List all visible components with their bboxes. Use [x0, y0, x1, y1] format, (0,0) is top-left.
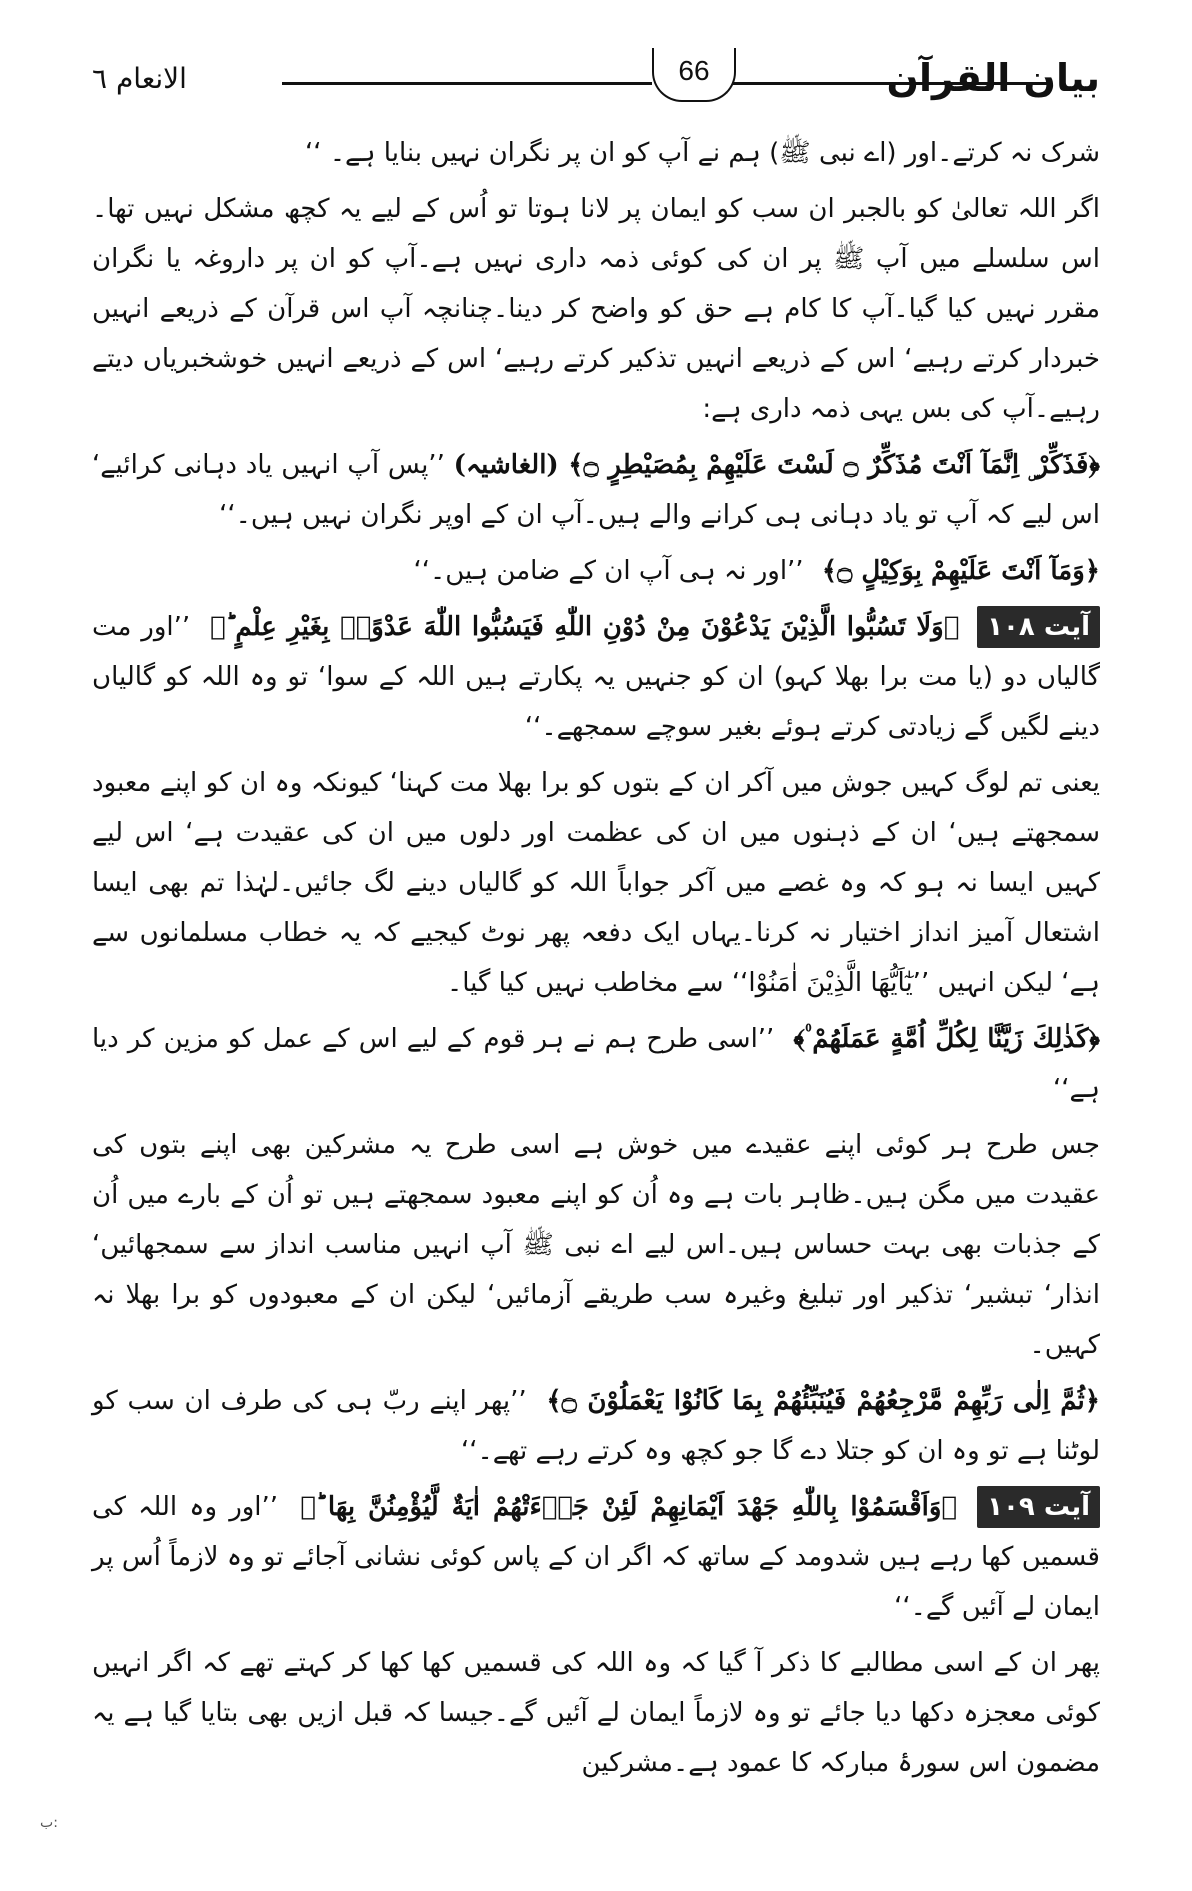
paragraph — [92, 546, 1100, 596]
paragraph: جس طرح ہر کوئی اپنے عقیدے میں خوش ہے اسی طرح یہ مشرکین بھی اپنے بتوں کی عقیدت میں مگن ہیں۔ظاہر بات ہے وہ اُن کو اپنے معبود سمجھتے ہیں تو اُن کے بارے میں اُن کے جذبات بھی بہت حساس ہیں۔اس لیے اے نبی ﷺ آپ انہیں مناسب انداز سے سمجھائیں‘ انذار‘ تبشیر‘ تذکیر اور تبلیغ وغیرہ سب طریقے آزمائیں‘ لیکن ان کے معبودوں کو برا بھلا نہ کہیں۔ — [92, 1130, 1100, 1360]
quran-verse: ﴿وَمَآ اَنْتَ عَلَيْهِمْ بِوَكِيْلٍ ۝﴾ — [821, 556, 1100, 586]
paragraph — [92, 1482, 1100, 1632]
translation: ’’اور وہ اللہ کی قسمیں کھا رہے ہیں شدومد کے ساتھ کہ اگر ان کے پاس کوئی نشانی آجائے تو وہ لازماً اُس پر ایمان لے آئیں گے۔‘‘ — [92, 1492, 1100, 1622]
quran-verse: ﴿وَاَقْسَمُوْا بِاللّٰهِ جَهْدَ اَيْمَانِهِمْ لَئِنْ جَاۗءَتْهُمْ اٰيَةٌ لَّيُؤْمِنُنَّ بِهَا ؕ﴾ — [300, 1492, 958, 1522]
paragraph — [92, 1376, 1100, 1476]
page-number: 66 — [652, 48, 736, 102]
page-body — [92, 128, 1100, 1788]
translation: ’’اور مت گالیاں دو (یا مت برا بھلا کہو) ان کو جنہیں یہ پکارتے ہیں اللہ کے سوا‘ تو وہ اللہ کو گالیاں دینے لگیں گے زیادتی کرتے ہوئے بغیر سوچے سمجھے۔‘‘ — [92, 612, 1100, 742]
corner-mark: ب: — [40, 1815, 58, 1831]
quran-verse: ﴿كَذٰلِكَ زَيَّنَّا لِكُلِّ اُمَّةٍ عَمَلَهُمْ ۠﴾ — [793, 1024, 1100, 1054]
paragraph — [92, 1014, 1100, 1114]
book-title: بیان القرآن — [886, 56, 1100, 100]
surah-name: الانعام ٦ — [92, 62, 187, 95]
quran-verse: ﴿فَذَكِّرْ ۣ اِنَّمَآ اَنْتَ مُذَكِّرٌ ۝ لَسْتَ عَلَيْهِمْ بِمُصَيْطِرٍ ۝﴾ (الغاشیہ) — [453, 450, 1100, 480]
translation: ’’پھر اپنے ربّ ہی کی طرف ان سب کو لوٹنا ہے تو وہ ان کو جتلا دے گا جو کچھ وہ کرتے رہے تھے۔‘‘ — [92, 1386, 1100, 1466]
translation: ’’اسی طرح ہم نے ہر قوم کے لیے اس کے عمل کو مزین کر دیا ہے‘‘ — [92, 1024, 1100, 1104]
paragraph: پھر ان کے اسی مطالبے کا ذکر آ گیا کہ وہ اللہ کی قسمیں کھا کھا کر کہتے تھے کہ اگر انہیں کوئی معجزہ دکھا دیا جائے تو وہ لازماً ایمان لے آئیں گے۔جیسا کہ قبل ازیں بھی بتایا گیا ہے یہ مضمون اس سورۂ مبارکہ کا عمود ہے۔مشرکین — [92, 1648, 1100, 1778]
ayah-badge: آیت ۱۰۹ — [977, 1486, 1100, 1528]
quran-verse: ﴿ثُمَّ اِلٰى رَبِّهِمْ مَّرْجِعُهُمْ فَيُنَبِّئُهُمْ بِمَا كَانُوْا يَعْمَلُوْنَ ۝﴾ — [546, 1386, 1100, 1416]
page-header — [92, 48, 1100, 112]
paragraph — [92, 602, 1100, 752]
ayah-badge: آیت ۱۰۸ — [977, 606, 1100, 648]
translation: ’’اور نہ ہی آپ ان کے ضامن ہیں۔‘‘ — [413, 556, 804, 586]
paragraph — [92, 440, 1100, 540]
translation: ’’پس آپ انہیں یاد دہانی کرائیے‘ اس لیے کہ آپ تو یاد دہانی ہی کرانے والے ہیں۔آپ ان کے اوپر نگران نہیں ہیں۔‘‘ — [92, 450, 1100, 530]
paragraph: اگر اللہ تعالیٰ کو بالجبر ان سب کو ایمان پر لانا ہوتا تو اُس کے لیے یہ کچھ مشکل نہیں تھا۔اس سلسلے میں آپ ﷺ پر ان کی کوئی ذمہ داری نہیں ہے۔آپ کو ان پر داروغہ یا نگران مقرر نہیں کیا گیا۔آپ کا کام ہے حق کو واضح کر دینا۔چنانچہ آپ اس قرآن کے ذریعے انہیں خبردار کرتے رہیے‘ اس کے ذریعے انہیں تذکیر کرتے رہیے‘ اس کے ذریعے انہیں خوشخبریاں دیتے رہیے۔آپ کی بس یہی ذمہ داری ہے: — [92, 194, 1100, 424]
paragraph: شرک نہ کرتے۔اور (اے نبی ﷺ) ہم نے آپ کو ان پر نگران نہیں بنایا ہے۔ ‘‘ — [305, 138, 1100, 168]
quran-verse: ﴿وَلَا تَسُبُّوا الَّذِيْنَ يَدْعُوْنَ مِنْ دُوْنِ اللّٰهِ فَيَسُبُّوا اللّٰهَ عَدْوًاۢ بِغَيْرِ عِلْمٍ ؕ﴾ — [209, 612, 960, 642]
paragraph: یعنی تم لوگ کہیں جوش میں آکر ان کے بتوں کو برا بھلا مت کہنا‘ کیونکہ وہ ان کو اپنے معبود سمجھتے ہیں‘ ان کے ذہنوں میں ان کی عظمت اور دلوں میں ان کی عقیدت ہے‘ اس لیے کہیں ایسا نہ ہو کہ وہ غصے میں آکر جواباً اللہ کو گالیاں دینے لگ جائیں۔لہٰذا تم بھی ایسا اشتعال آمیز انداز اختیار نہ کرنا۔یہاں ایک دفعہ پھر نوٹ کیجیے کہ یہ خطاب مسلمانوں سے ہے‘ لیکن انہیں ’’يٰٓاَيُّهَا الَّذِيْنَ اٰمَنُوْا‘‘ سے مخاطب نہیں کیا گیا۔ — [92, 768, 1100, 998]
header-rule-left — [282, 82, 652, 85]
